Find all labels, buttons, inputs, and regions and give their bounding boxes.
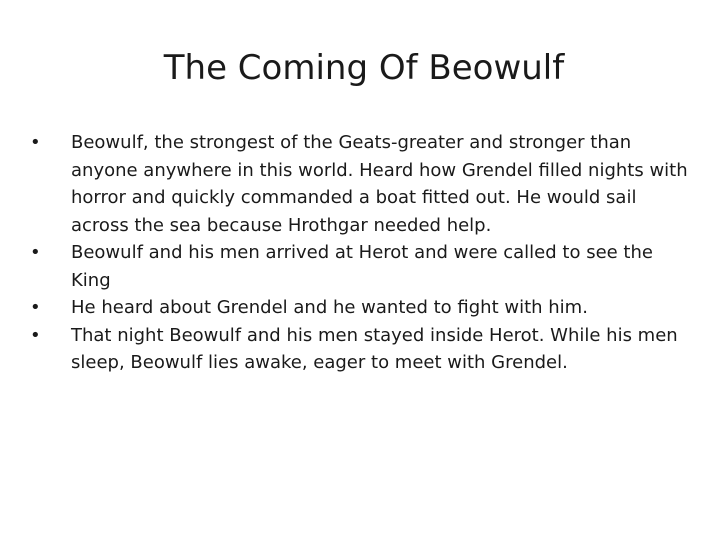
bullet-text: He heard about Grendel and he wanted to fight with him.	[71, 297, 588, 318]
bullet-item	[30, 294, 698, 322]
bullet-list	[30, 129, 698, 377]
bullet-item	[30, 322, 698, 377]
bullet-item	[30, 129, 698, 239]
bullet-text: That night Beowulf and his men stayed inside Herot. While his men sleep, Beowulf lies awake, eager to meet with Grendel.	[71, 324, 678, 373]
bullet-dot-icon: •	[30, 324, 41, 346]
bullet-item	[30, 239, 698, 294]
bullet-dot-icon: •	[30, 242, 41, 263]
bullet-dot-icon: •	[30, 297, 41, 318]
bullet-text: Beowulf and his men arrived at Herot and were called to see the King	[71, 242, 653, 291]
bullet-text: Beowulf, the strongest of the Geats-greater and stronger than anyone anywhere in this world. Heard how Grendel filled nights with horror and quickly commanded a boat fitted out. He would sail across the sea because Hrothgar needed help.	[71, 132, 688, 236]
slide-title: The Coming Of Beowulf	[163, 48, 565, 88]
bullet-dot-icon: •	[30, 132, 41, 153]
